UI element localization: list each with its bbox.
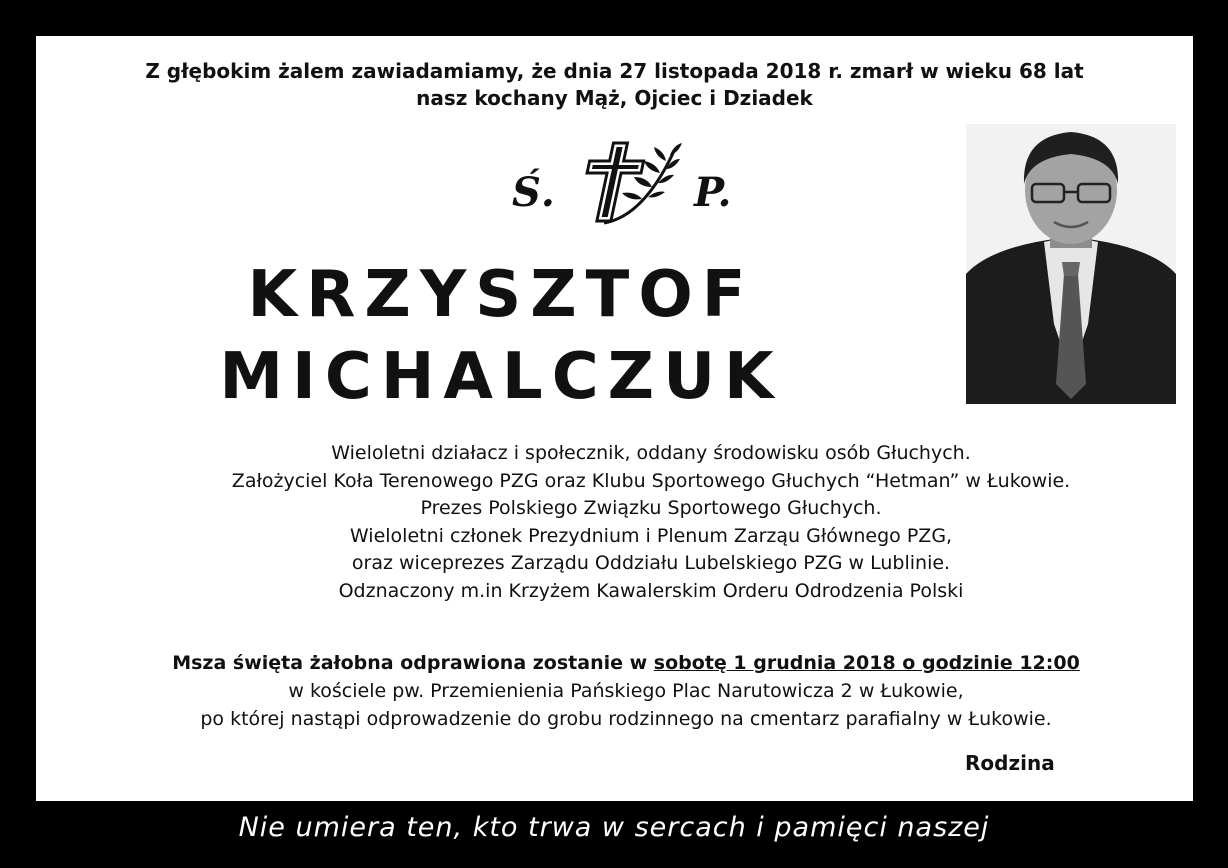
intro-line-1: Z głębokim żalem zawiadamiamy, że dnia 27 listopada 2018 r. zmarł w wieku 68 lat — [145, 59, 1084, 83]
bio-line: Prezes Polskiego Związku Sportowego Głuchych. — [420, 497, 882, 519]
bio-line: Odznaczony m.in Krzyżem Kawalerskim Orderu Odrodzenia Polski — [338, 579, 964, 602]
portrait-illustration — [966, 124, 1176, 404]
bio-line: Założyciel Koła Terenowego PZG oraz Klubu Sportowego Głuchych “Hetman” w Łukowie. — [231, 469, 1071, 492]
sp-letter-right: P. — [694, 169, 732, 216]
mass-line-3: po której nastąpi odprowadzenie do grobu rodzinnego na cmentarz parafialny w Łukowie. — [200, 708, 1052, 730]
funeral-mass-info — [36, 649, 1216, 733]
mass-date: sobotę 1 grudnia 2018 o godzinie 12:00 — [653, 652, 1080, 674]
cross-icon — [574, 131, 684, 231]
bio-line: Wieloletni działacz i społecznik, oddany środowisku osób Głuchych. — [331, 442, 971, 464]
deceased-last-name: MICHALCZUK — [219, 340, 783, 414]
portrait-photo — [966, 124, 1176, 404]
biography — [36, 440, 1228, 605]
mass-line-2: w kościele pw. Przemienienia Pańskiego Plac Narutowicza 2 w Łukowie, — [288, 680, 964, 702]
intro-text — [36, 58, 1193, 112]
motto: Nie umiera ten, kto trwa w sercach i pamięci naszej — [238, 812, 990, 843]
bio-line: Wieloletni członek Prezydnium i Plenum Zarząu Głównego PZG, — [349, 524, 953, 547]
sp-emblem — [504, 131, 744, 231]
intro-line-2: nasz kochany Mąż, Ojciec i Dziadek — [416, 86, 813, 110]
sp-letter-left: Ś. — [512, 169, 555, 216]
mass-lead: Msza święta żałobna odprawiona zostanie w — [172, 652, 654, 674]
deceased-first-name: KRZYSZTOF — [247, 258, 755, 332]
bio-line: oraz wiceprezes Zarządu Oddziału Lubelskiego PZG w Lublinie. — [351, 552, 951, 574]
mass-line-1 — [36, 649, 1216, 677]
signature: Rodzina — [965, 751, 1055, 775]
obituary-card — [36, 36, 1193, 801]
